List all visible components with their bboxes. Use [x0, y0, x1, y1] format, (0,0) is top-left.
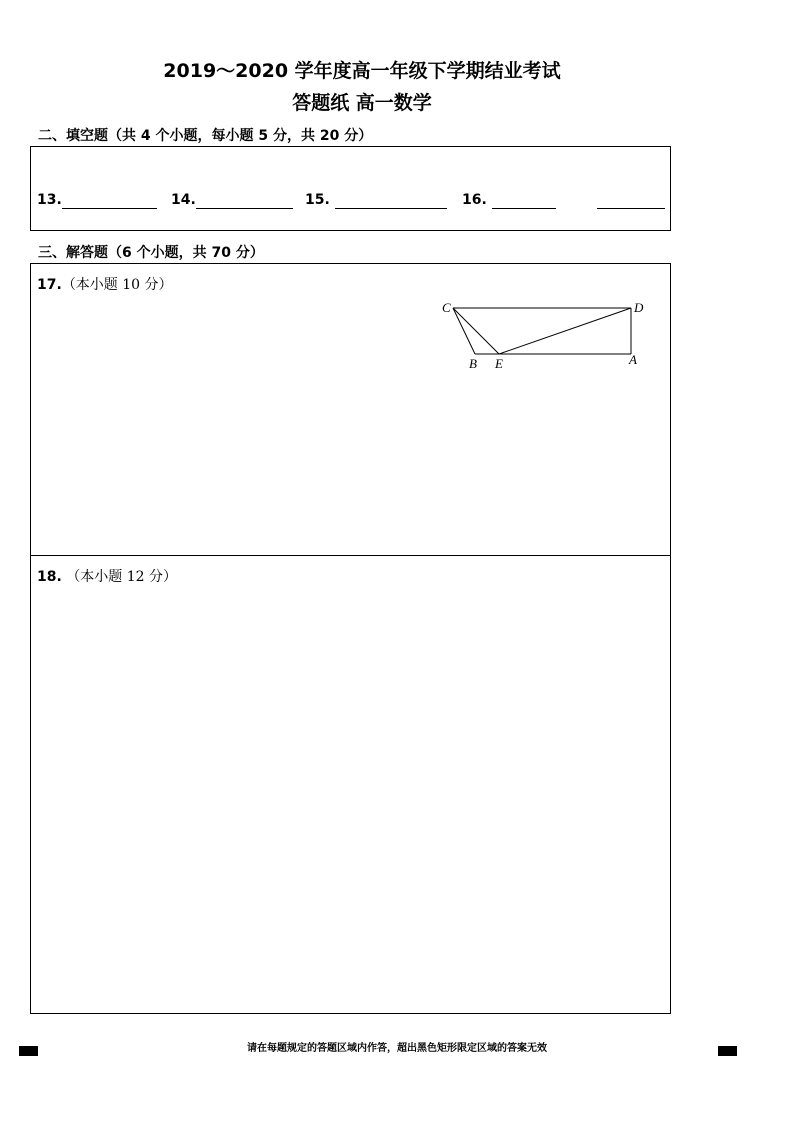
- question-number: 17.: [37, 277, 62, 293]
- question-points: （本小题 10 分）: [61, 277, 173, 293]
- footer-instruction: 请在每题规定的答题区域内作答，超出黑色矩形限定区域的答案无效: [247, 1043, 547, 1054]
- blank-label: 13.: [37, 192, 62, 208]
- blank-line: [196, 194, 293, 209]
- blank-label: 16.: [462, 192, 492, 208]
- segment-ce: [453, 308, 499, 354]
- blank-line: [335, 194, 447, 209]
- blank-label: 14.: [171, 192, 196, 208]
- blank-label: 15.: [305, 192, 335, 208]
- geometry-figure: [441, 296, 671, 371]
- alignment-mark-right: [718, 1046, 737, 1056]
- answer-sheet-subtitle: 答题纸 高一数学: [292, 92, 432, 114]
- answer-blank-15[interactable]: [305, 191, 447, 209]
- blank-line: [492, 194, 556, 209]
- fill-in-answer-box: [30, 146, 671, 231]
- segment-ed: [499, 308, 631, 354]
- point-label-b: B: [469, 356, 477, 371]
- fill-in-section-heading: 二、填空题（共 4 个小题，每小题 5 分，共 20 分）: [38, 128, 373, 144]
- exam-title: 2019～2020 学年度高一年级下学期结业考试: [163, 60, 561, 82]
- point-label-a: A: [629, 352, 637, 367]
- answer-blank-14[interactable]: [171, 191, 293, 209]
- point-label-d: D: [634, 300, 644, 315]
- answer-blank-13[interactable]: [37, 191, 157, 209]
- solution-section-heading: 三、解答题（6 个小题，共 70 分）: [38, 245, 264, 261]
- solution-answer-box: [30, 263, 671, 1014]
- point-label-e: E: [495, 356, 503, 371]
- question-number: 18.: [37, 569, 62, 585]
- question-divider: [31, 555, 670, 556]
- segment-cb: [453, 308, 475, 354]
- point-label-c: C: [442, 300, 451, 315]
- blank-line: [62, 194, 157, 209]
- answer-blank-16[interactable]: [462, 191, 556, 209]
- question-17-header: [37, 276, 173, 294]
- question-18-header: [37, 568, 177, 586]
- blank-line: [597, 194, 665, 209]
- question-points: （本小题 12 分）: [66, 569, 177, 585]
- answer-blank-extra[interactable]: [597, 191, 665, 209]
